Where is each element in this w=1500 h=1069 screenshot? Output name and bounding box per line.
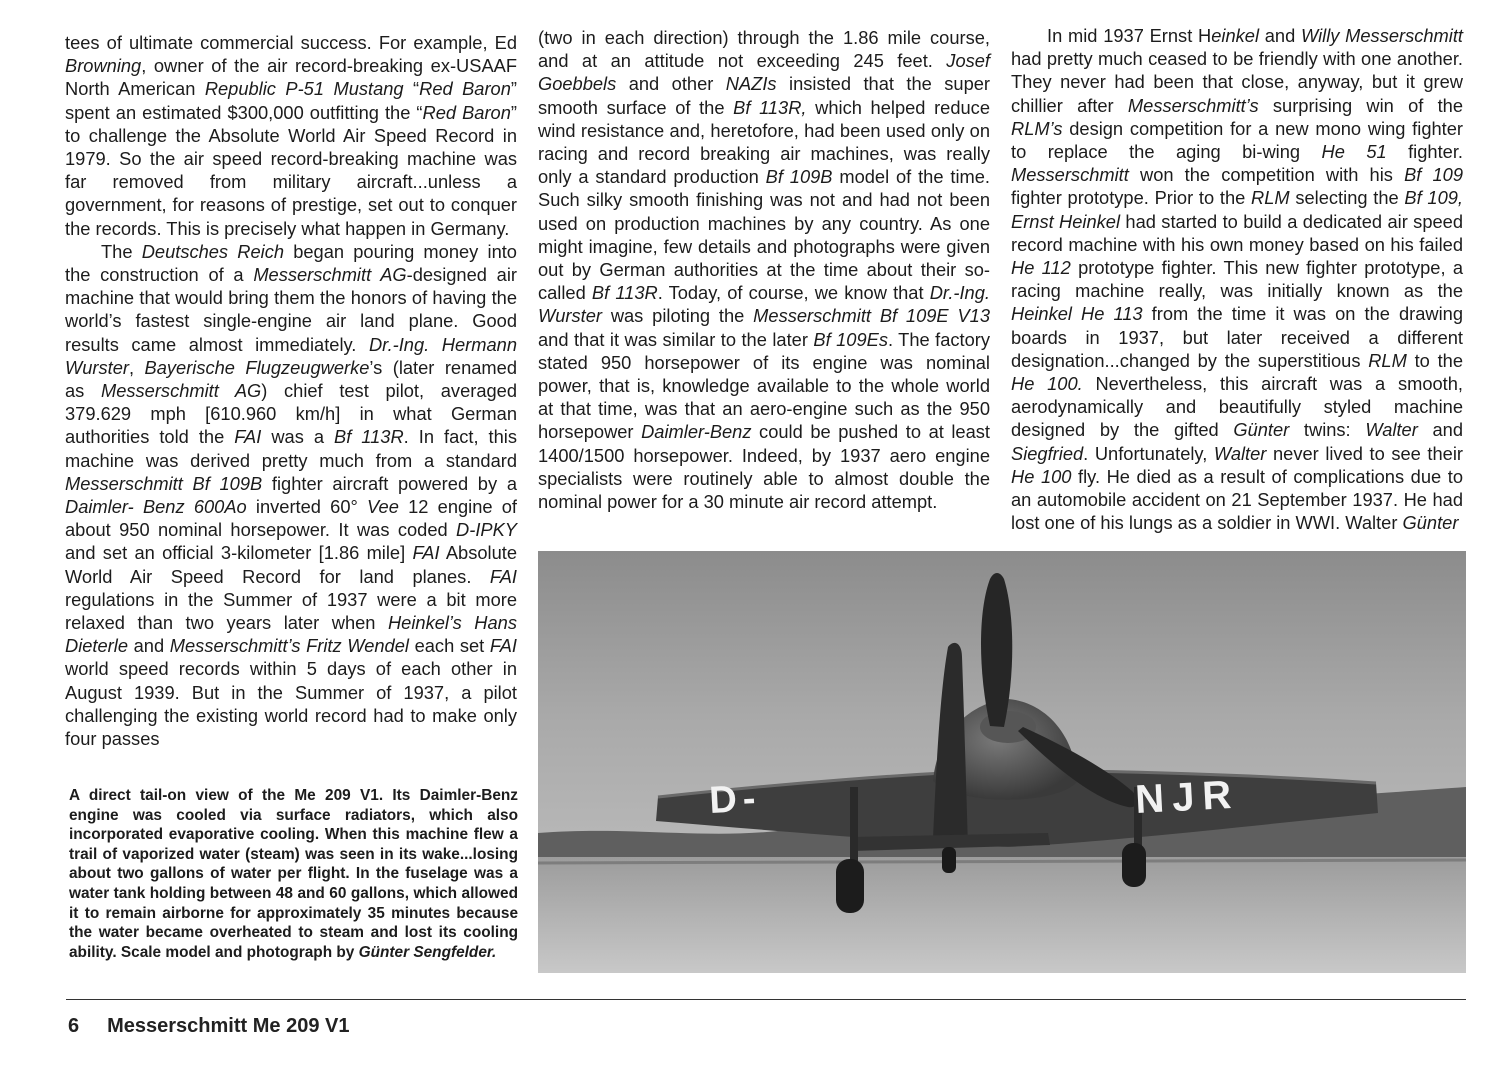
running-title: Messerschmitt Me 209 V1 — [107, 1015, 350, 1037]
runway — [538, 857, 1466, 973]
text-column-1 — [65, 31, 517, 750]
right-wheel — [1122, 843, 1146, 887]
registration-right: NJR — [1134, 772, 1241, 822]
paragraph: In mid 1937 Ernst Heinkel and Willy Messerschmitt had pretty much ceased to be friendly with one another. They never had been that close, anyway, but it grew chillier after Messerschmitt’s surprising win of the RLM’s design competition for a new mono wing fighter to replace the aging bi-wing He 51 fighter. Messerschmitt won the competition with his Bf 109 fighter prototype. Prior to the RLM selecting the Bf 109, Ernst Heinkel had started to build a dedicated air speed record machine with his own money based on his failed He 112 prototype fighter. This new fighter prototype, a racing machine really, was initially known as the Heinkel He 113 from the time it was on the drawing boards in 1937, but later received a different designation...changed by the superstitious RLM to the He 100. Nevertheless, this aircraft was a smooth, aerodynamically and beautifully styled machine designed by the gifted Günter twins: Walter and Siegfried. Unfortunately, Walter never lived to see their He 100 fly. He died as a result of complications due to an automobile accident on 21 September 1937. He had lost one of his lungs as a soldier in WWI. Walter Günter — [1011, 25, 1464, 534]
footer-divider — [66, 999, 1466, 1000]
text-column-2 — [538, 26, 990, 513]
page-footer — [68, 1015, 349, 1038]
paragraph: tees of ultimate commercial success. For example, Ed Browning, owner of the air record-breaking ex-USAAF North American Republic P-51 Mustang “Red Baron” spent an estimated $300,000 outfitting the “Red Baron” to challenge the Absolute World Air Speed Record in 1979. So the air speed record-breaking machine was far removed from military aircraft...unless a government, for reasons of prestige, set out to conquer the records. This is precisely what happen in Germany. — [65, 32, 517, 239]
paragraph: (two in each direction) through the 1.86 mile course, and at an attitude not exceeding 245 feet. Josef Goebbels and other NAZIs insisted that the super smooth surface of the Bf 113R, which helped reduce wind resistance and, heretofore, had been used only on racing and record breaking air machines, was really only a standard production Bf 109B model of the time. Such silky smooth finishing was not and had not been used on production machines by any country. As one might imagine, few details and photographs were given out by German authorities at the time about their so-called Bf 113R. Today, of course, we know that Dr.-Ing. Wurster was piloting the Messerschmitt Bf 109E V13 and that it was similar to the later Bf 109Es. The factory stated 950 horsepower of its engine was nominal power, that is, knowledge available to the whole world at that time, was that an aero-engine such as the 950 horsepower Daimler-Benz could be pushed to at least 1400/1500 horsepower. Indeed, by 1937 aero engine specialists were routinely able to almost double the nominal power for a 30 minute air record attempt. — [538, 27, 991, 513]
registration-left: D- — [708, 777, 763, 822]
paragraph: The Deutsches Reich began pouring money into the construction of a Messerschmitt AG-designed air machine that would bring them the honors of having the world’s fastest single-engine air land plane. Good results came almost immediately. Dr.-Ing. Hermann Wurster, Bayerische Flugzeugwerke’s (later renamed as Messerschmitt AG) chief test pilot, averaged 379.629 mph [610.960 km/h] in what German authorities told the FAI was a Bf 113R. In fact, this machine was derived pretty much from a standard Messerschmitt Bf 109B fighter aircraft powered by a Daimler- Benz 600Ao inverted 60° Vee 12 engine of about 950 nominal horsepower. It was coded D-IPKY and set an official 3-kilometer [1.86 mile] FAI Absolute World Air Speed Record for land planes. FAI regulations in the Summer of 1937 were a bit more relaxed than two years later when Heinkel’s Hans Dieterle and Messerschmitt’s Fritz Wendel each set FAI world speed records within 5 days of each other in August 1939. But in the Summer of 1937, a pilot challenging the existing world record had to make only four passes — [65, 240, 518, 750]
page-number: 6 — [68, 1015, 80, 1037]
tail-wheel — [942, 847, 956, 873]
left-wheel — [836, 859, 864, 913]
photo-caption: A direct tail-on view of the Me 209 V1. Its Daimler-Benz engine was cooled via surface radiators, which also incorporated evaporative cooling. When this machine flew a trail of vaporized water (steam) was seen in its wake...losing about two gallons of water per flight. In the fuselage was a water tank holding between 48 and 60 gallons, which allowed it to remain airborne for approximately 35 minutes because the water became overheated to steam and lost its cooling ability. Scale model and photograph by Günter Sengfelder. — [69, 787, 518, 961]
aircraft-photo — [538, 551, 1466, 973]
text-column-3 — [1011, 24, 1463, 534]
